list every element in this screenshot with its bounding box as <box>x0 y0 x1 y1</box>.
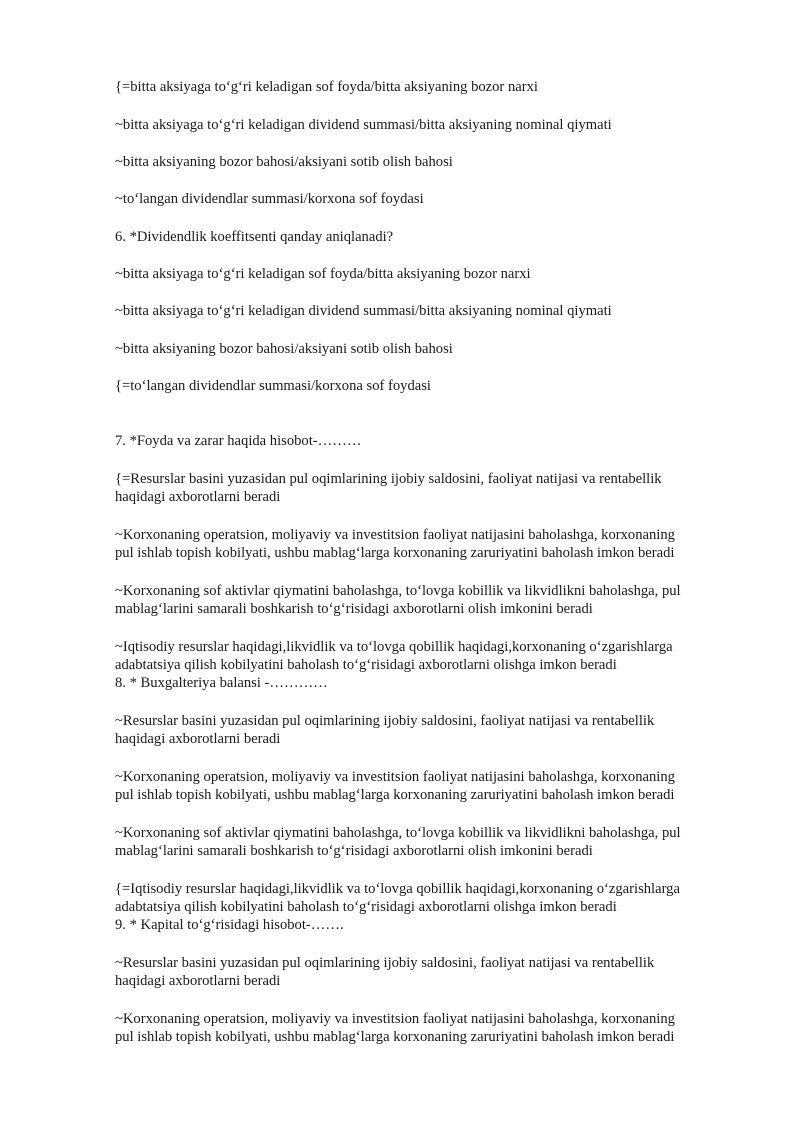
answer-option: ~Korxonaning operatsion, moliyaviy va investitsion faoliyat natijasini baholashga, korxonaning pul ishlab topish kobilyati, ushbu mablag‘larga korxonaning zaruriyatini baholash imkon beradi <box>115 1011 675 1045</box>
answer-option: ~bitta aksiyaga to‘g‘ri keladigan dividend summasi/bitta aksiyaning nominal qiymati <box>115 303 612 319</box>
answer-option: ~bitta aksiyaning bozor bahosi/aksiyani sotib olish bahosi <box>115 341 453 357</box>
answer-option: ~Korxonaning operatsion, moliyaviy va investitsion faoliyat natijasini baholashga, korxonaning pul ishlab topish kobilyati, ushbu mablag‘larga korxonaning zaruriyatini baholash imkon beradi <box>115 769 675 803</box>
question-9: 9. * Kapital to‘g‘risidagi hisobot-……. <box>115 917 344 933</box>
answer-option: ~Korxonaning sof aktivlar qiymatini baholashga, to‘lovga kobillik va likvidlikni baholashga, pul mablag‘larini samarali boshkarish to‘g‘risidagi axborotlarni olish imkonini beradi <box>115 825 681 859</box>
answer-option: ~to‘langan dividendlar summasi/korxona sof foydasi <box>115 191 424 207</box>
answer-option: {=Resurslar basini yuzasidan pul oqimlarining ijobiy saldosini, faoliyat natijasi va rentabellik haqidagi axborotlarni beradi <box>115 471 662 505</box>
question-7: 7. *Foyda va zarar haqida hisobot-……… <box>115 433 362 449</box>
answer-option: ~Resurslar basini yuzasidan pul oqimlarining ijobiy saldosini, faoliyat natijasi va rentabellik haqidagi axborotlarni beradi <box>115 955 655 989</box>
answer-option: ~Iqtisodiy resurslar haqidagi,likvidlik va to‘lovga qobillik haqidagi,korxonaning o‘zgarishlarga adabtatsiya qilish kobilyatini baholash to‘g‘risidagi axborotlarni olishga imkon beradi 8. * Buxgalteriya balansi -………… <box>115 638 755 692</box>
answer-option: ~Resurslar basini yuzasidan pul oqimlarining ijobiy saldosini, faoliyat natijasi va rentabellik haqidagi axborotlarni beradi <box>115 713 655 747</box>
answer-option: ~bitta aksiyaning bozor bahosi/aksiyani sotib olish bahosi <box>115 154 453 170</box>
answer-option: ~bitta aksiyaga to‘g‘ri keladigan dividend summasi/bitta aksiyaning nominal qiymati <box>115 117 612 133</box>
answer-option: {=Iqtisodiy resurslar haqidagi,likvidlik va to‘lovga qobillik haqidagi,korxonaning o‘zgarishlarga adabtatsiya qilish kobilyatini baholash to‘g‘risidagi axborotlarni olishga imkon beradi 9. * Kapital to‘g‘risidagi hisobot-……. <box>115 880 755 934</box>
answer-option: {=bitta aksiyaga to‘g‘ri keladigan sof foyda/bitta aksiyaning bozor narxi <box>115 79 538 95</box>
answer-option: {=to‘langan dividendlar summasi/korxona sof foydasi <box>115 378 431 394</box>
question-6: 6. *Dividendlik koeffitsenti qanday aniqlanadi? <box>115 229 394 245</box>
answer-option: ~Korxonaning sof aktivlar qiymatini baholashga, to‘lovga kobillik va likvidlikni baholashga, pul mablag‘larini samarali boshkarish to‘g‘risidagi axborotlarni olish imkonini beradi <box>115 583 681 617</box>
answer-option: ~bitta aksiyaga to‘g‘ri keladigan sof foyda/bitta aksiyaning bozor narxi <box>115 266 531 282</box>
question-8: 8. * Buxgalteriya balansi -………… <box>115 675 328 691</box>
answer-option: ~Korxonaning operatsion, moliyaviy va investitsion faoliyat natijasini baholashga, korxonaning pul ishlab topish kobilyati, ushbu mablag‘larga korxonaning zaruriyatini baholash imkon beradi <box>115 527 675 561</box>
